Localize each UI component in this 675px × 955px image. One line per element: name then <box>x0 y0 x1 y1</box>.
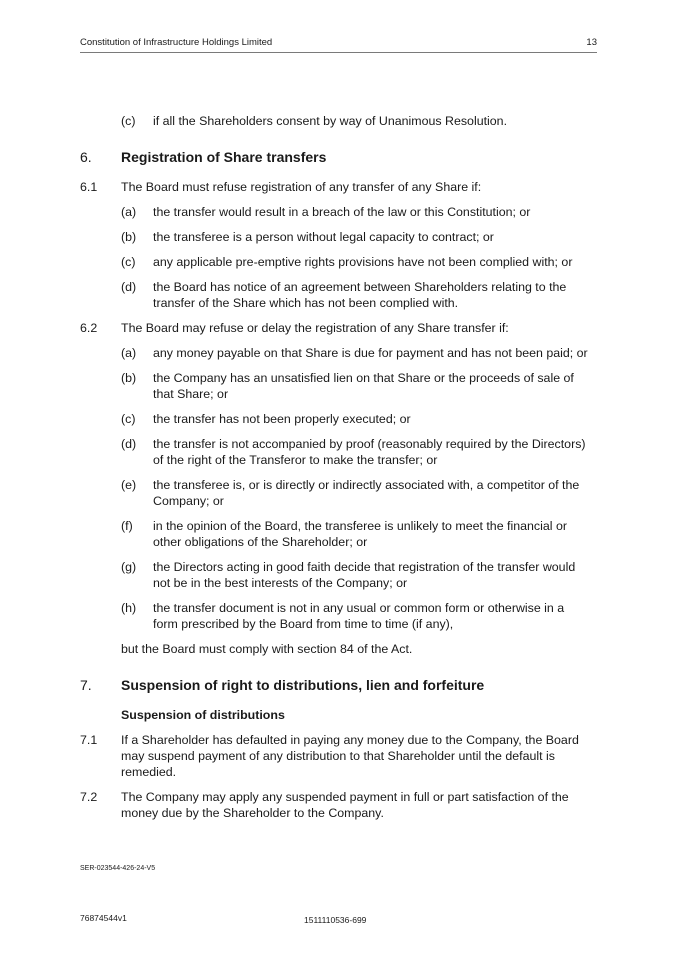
section-number: 6. <box>80 149 92 165</box>
clause-text: The Board may refuse or delay the registration of any Share transfer if: <box>121 321 509 335</box>
item-text: the transferee is, or is directly or indirectly associated with, a competitor of the <box>153 478 580 492</box>
footer-reference: SER-023544-426-24-V5 <box>80 865 156 872</box>
item-marker: (g) <box>121 560 137 574</box>
clause-number: 6.2 <box>80 321 98 335</box>
section-heading: Suspension of right to distributions, lien and forfeiture <box>121 677 485 693</box>
item-marker: (d) <box>121 280 137 294</box>
footer-document-id: 76874544v1 <box>80 913 127 923</box>
item-text: any applicable pre-emptive rights provisions have not been complied with; or <box>153 255 573 269</box>
item-text: the transfer document is not in any usual or common form or otherwise in a <box>153 601 565 615</box>
header-divider <box>80 52 597 53</box>
document-title: Constitution of Infrastructure Holdings Limited <box>80 37 273 48</box>
item-marker: (a) <box>121 205 137 219</box>
clause-number: 7.2 <box>80 790 98 804</box>
page-number: 13 <box>586 37 597 48</box>
item-marker: (c) <box>121 114 136 128</box>
item-marker: (b) <box>121 230 137 244</box>
item-text: the transferee is a person without legal capacity to contract; or <box>153 230 494 244</box>
clause-number: 7.1 <box>80 733 98 747</box>
item-marker: (d) <box>121 437 137 451</box>
item-text: not be in the best interests of the Company; or <box>153 576 408 590</box>
clause-text: If a Shareholder has defaulted in paying any money due to the Company, the Board <box>121 733 579 747</box>
item-marker: (c) <box>121 255 136 269</box>
clause-text: may suspend payment of any distribution to that Shareholder until the default is <box>121 749 555 763</box>
item-marker: (a) <box>121 346 137 360</box>
item-marker: (c) <box>121 412 136 426</box>
item-text: that Share; or <box>153 387 229 401</box>
item-text: the transfer is not accompanied by proof (reasonably required by the Directors) <box>153 437 586 451</box>
clause-text: remedied. <box>121 765 177 779</box>
clause-text: The Board must refuse registration of any transfer of any Share if: <box>121 180 482 194</box>
section-heading: Registration of Share transfers <box>121 149 327 165</box>
item-text: if all the Shareholders consent by way of Unanimous Resolution. <box>153 114 508 128</box>
item-text: of the right of the Transferor to make the transfer; or <box>153 453 438 467</box>
subheading: Suspension of distributions <box>121 708 285 722</box>
clause-number: 6.1 <box>80 180 98 194</box>
item-text: other obligations of the Shareholder; or <box>153 535 368 549</box>
item-text: in the opinion of the Board, the transferee is unlikely to meet the financial or <box>153 519 567 533</box>
item-text: Company; or <box>153 494 224 508</box>
item-marker: (b) <box>121 371 137 385</box>
item-text: any money payable on that Share is due for payment and has not been paid; or <box>153 346 588 360</box>
section-number: 7. <box>80 677 92 693</box>
clause-text: money due by the Shareholder to the Company. <box>121 806 384 820</box>
item-text: the transfer would result in a breach of the law or this Constitution; or <box>153 205 531 219</box>
item-marker: (f) <box>121 519 133 533</box>
footer-code: 1511110536-699 <box>304 915 367 925</box>
item-text: transfer of the Share which has not been complied with. <box>153 296 459 310</box>
clause-closing: but the Board must comply with section 84 of the Act. <box>121 642 413 656</box>
item-text: the Directors acting in good faith decide that registration of the transfer would <box>153 560 576 574</box>
item-text: the Board has notice of an agreement between Shareholders relating to the <box>153 280 567 294</box>
item-text: the Company has an unsatisfied lien on that Share or the proceeds of sale of <box>153 371 574 385</box>
item-text: the transfer has not been properly executed; or <box>153 412 411 426</box>
item-marker: (h) <box>121 601 137 615</box>
item-marker: (e) <box>121 478 137 492</box>
item-text: form prescribed by the Board from time to time (if any), <box>153 617 454 631</box>
clause-text: The Company may apply any suspended payment in full or part satisfaction of the <box>121 790 569 804</box>
